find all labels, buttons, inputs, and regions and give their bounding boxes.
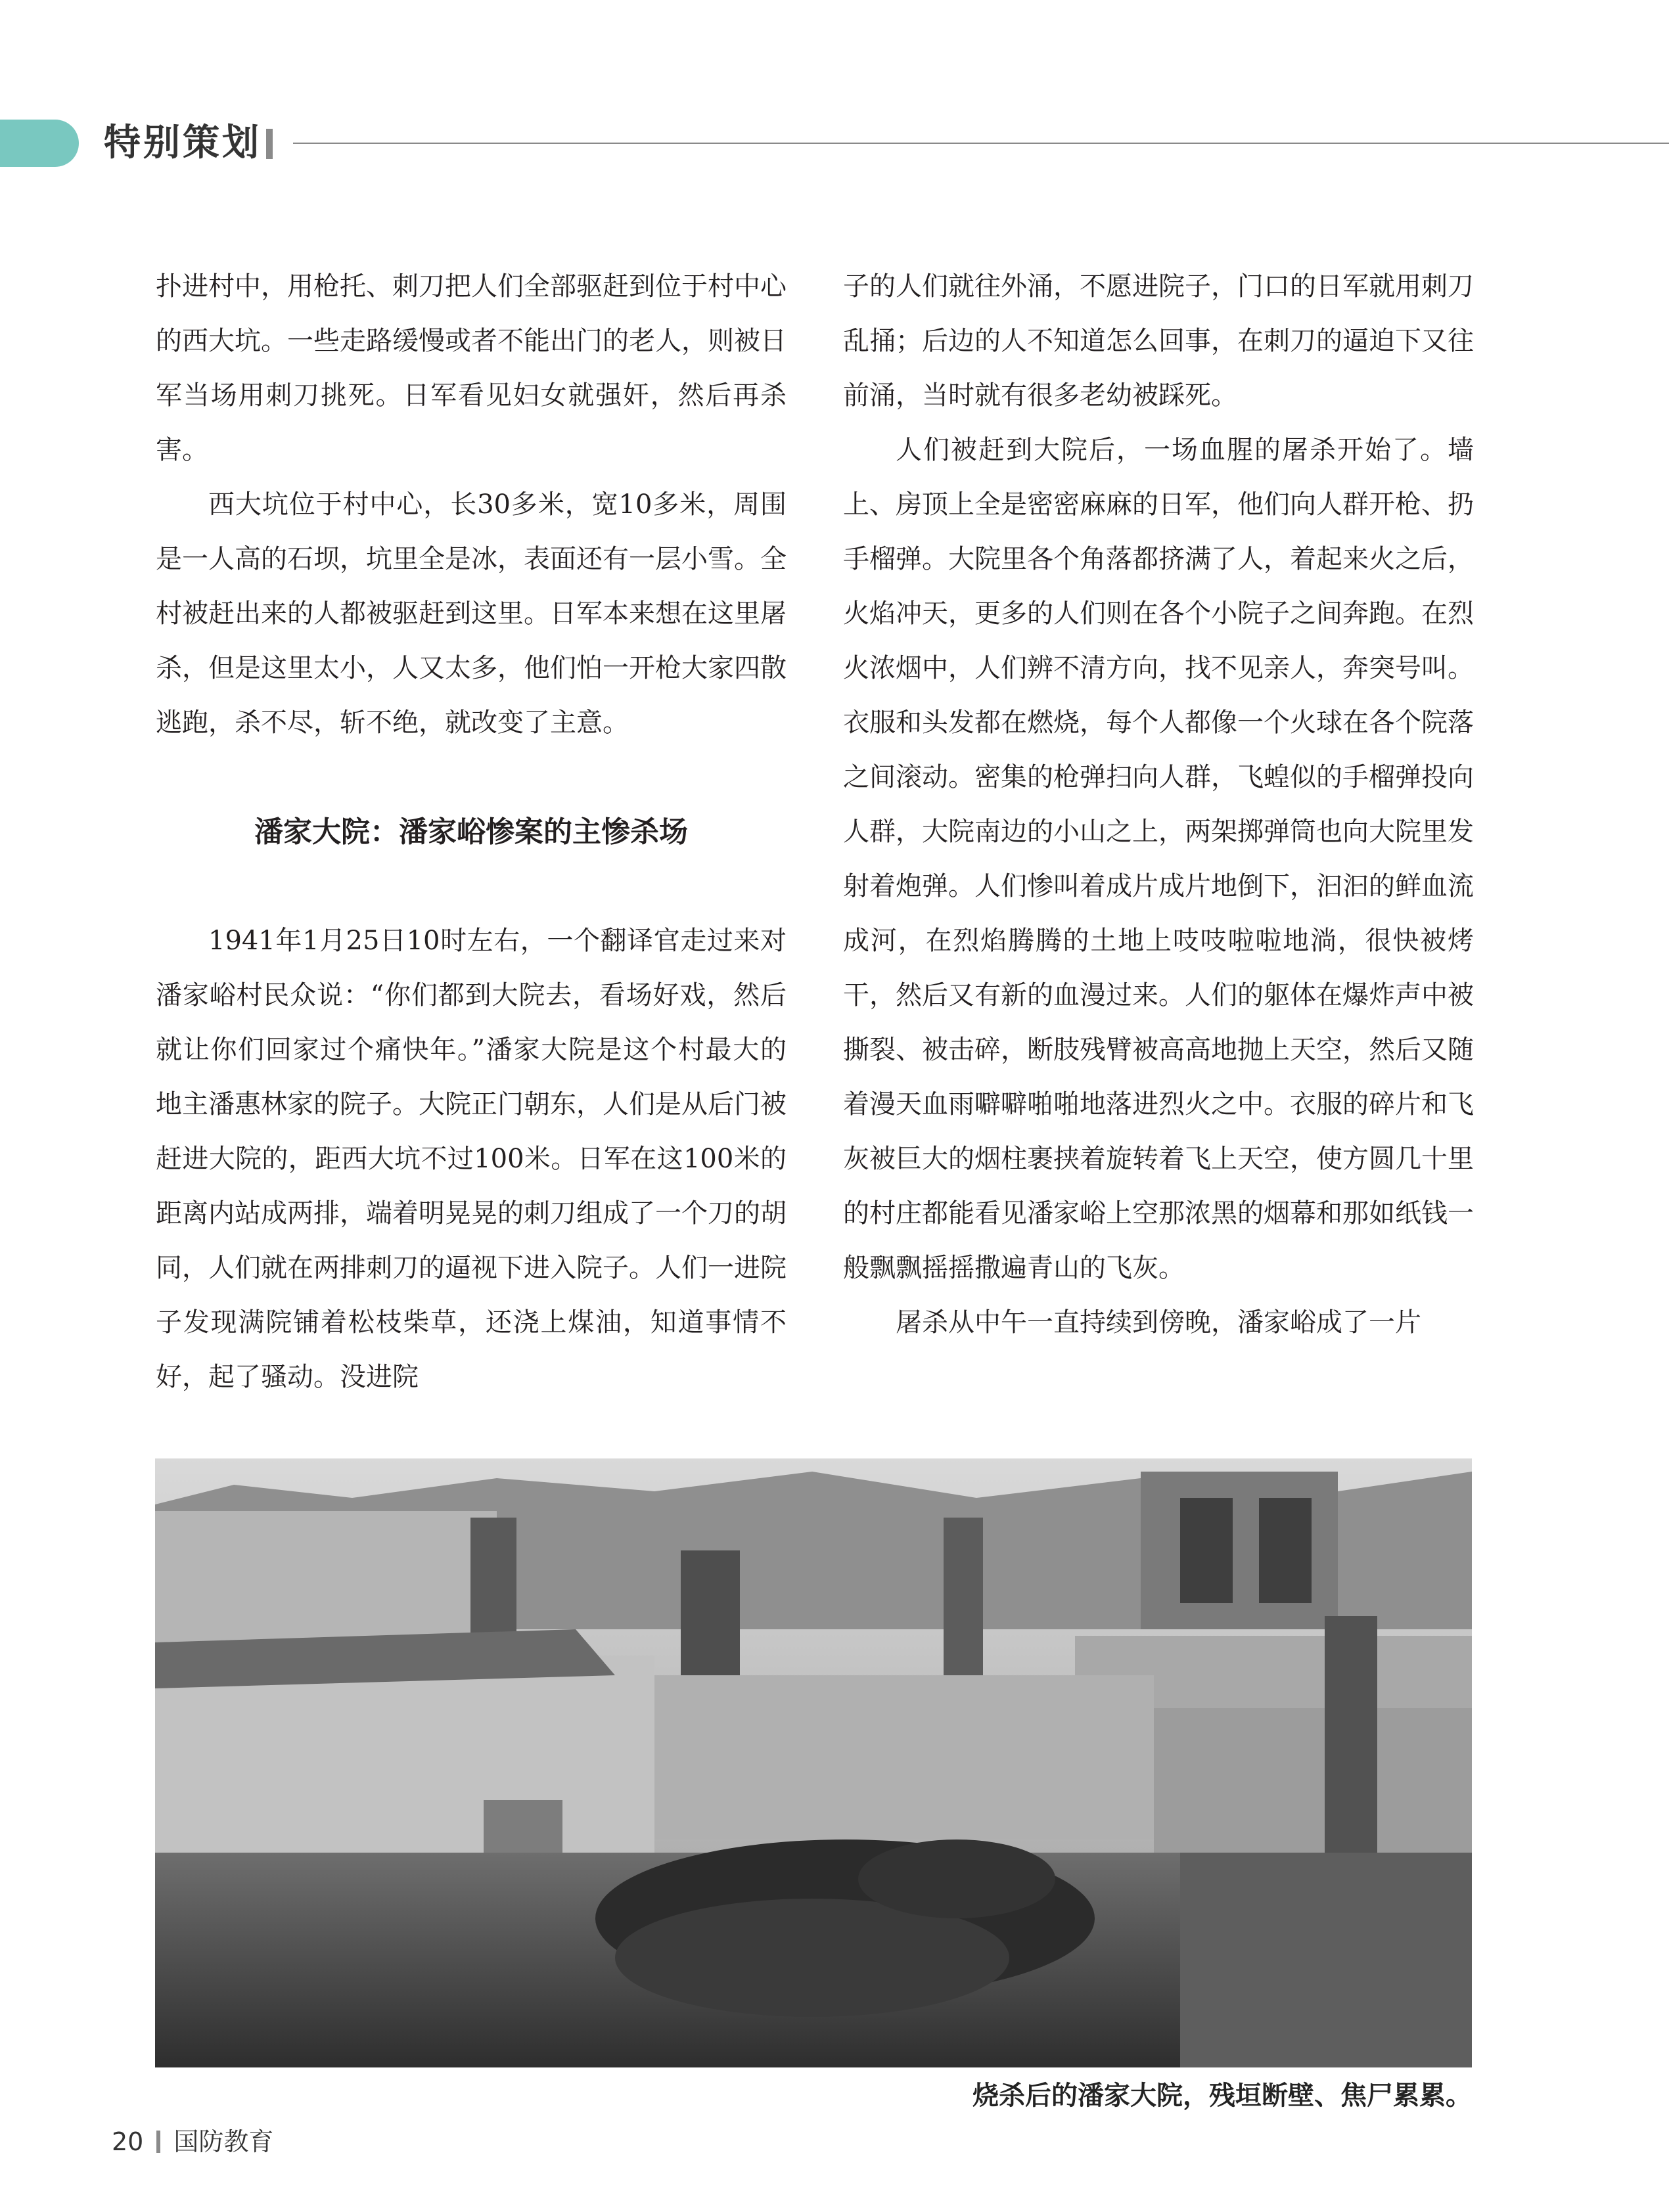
- photo-illustration: [155, 1458, 1472, 2067]
- header-divider-bar: [266, 129, 273, 159]
- right-text-column: [843, 260, 1474, 1350]
- left-text-column: [156, 260, 787, 1405]
- page-number: 20: [112, 2127, 144, 2156]
- page-footer: [112, 2123, 273, 2160]
- right-paragraph-2: 人们被赶到大院后，一场血腥的屠杀开始了。墙上、房顶上全是密密麻麻的日军，他们向人群开枪、扔手榴弹。大院里各个角落都挤满了人，着起来火之后，火焰冲天，更多的人们则在各个小院子之间奔跑。在烈火浓烟中，人们辨不清方向，找不见亲人，奔突号叫。衣服和头发都在燃烧，每个人都像一个火球在各个院落之间滚动。密集的枪弹扫向人群，飞蝗似的手榴弹投向人群，大院南边的小山之上，两架掷弹筒也向大院里发射着炮弹。人们惨叫着成片成片地倒下，汩汩的鲜血流成河，在烈焰腾腾的土地上吱吱啦啦地淌，很快被烤干，然后又有新的血漫过来。人们的躯体在爆炸声中被撕裂、被击碎，断肢残臂被高高地抛上天空，然后又随着漫天血雨噼噼啪啪地落进烈火之中。衣服的碎片和飞灰被巨大的烟柱裹挟着旋转着飞上天空，使方圆几十里的村庄都能看见潘家峪上空那浓黑的烟幕和那如纸钱一般飘飘摇摇撒遍青山的飞灰。: [843, 435, 1474, 1283]
- footer-divider: [156, 2131, 160, 2153]
- section-tab-accent: [0, 120, 79, 167]
- photo-caption: 烧杀后的潘家大院，残垣断壁、焦尸累累。: [972, 2081, 1472, 2111]
- section-subheading: 潘家大院：潘家峪惨案的主惨杀场: [254, 815, 688, 849]
- magazine-name: 国防教育: [173, 2127, 274, 2156]
- left-paragraph-2: 西大坑位于村中心，长30多米，宽10多米，周围是一人高的石坝，坑里全是冰，表面还有一层小雪。全村被赶出来的人都被驱赶到这里。日军本来想在这里屠杀，但是这里太小，人又太多，他们怕一开枪大家四散逃跑，杀不尽，斩不绝，就改变了主意。: [156, 489, 787, 738]
- left-paragraph-1: 扑进村中，用枪托、刺刀把人们全部驱赶到位于村中心的西大坑。一些走路缓慢或者不能出门的老人，则被日军当场用刺刀挑死。日军看见妇女就强奸，然后再杀害。: [156, 271, 787, 465]
- historical-photo: [155, 1458, 1472, 2067]
- right-paragraph-3: 屠杀从中午一直持续到傍晚，潘家峪成了一片: [896, 1307, 1421, 1338]
- left-paragraph-3: 1941年1月25日10时左右，一个翻译官走过来对潘家峪村民众说：“你们都到大院去，看场好戏，然后就让你们回家过个痛快年。”潘家大院是这个村最大的地主潘惠林家的院子。大院正门朝东，人们是从后门被赶进大院的，距西大坑不过100米。日军在这100米的距离内站成两排，端着明晃晃的刺刀组成了一个刀的胡同，人们就在两排刺刀的逼视下进入院子。人们一进院子发现满院铺着松枝柴草，还浇上煤油，知道事情不好，起了骚动。没进院: [156, 926, 787, 1392]
- header-rule-line: [293, 143, 1669, 144]
- right-paragraph-1: 子的人们就往外涌，不愿进院子，门口的日军就用刺刀乱捅；后边的人不知道怎么回事，在刺刀的逼迫下又往前涌，当时就有很多老幼被踩死。: [843, 271, 1474, 411]
- section-title: 特别策划: [104, 122, 262, 164]
